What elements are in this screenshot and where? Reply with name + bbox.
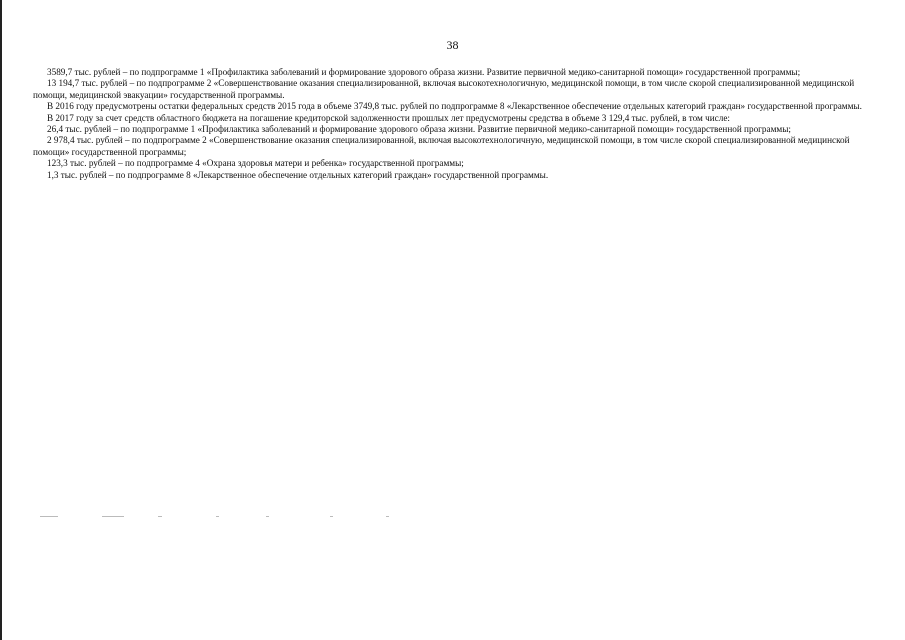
scan-speck — [216, 516, 219, 517]
paragraph-2017-subprogram-1: 26,4 тыс. рублей – по подпрограмме 1 «Профилактика заболеваний и формирование здорового образа жизни. Развитие первичной медико-санитарной помощи» государственной программы; — [47, 124, 791, 135]
scan-artifact-specks — [40, 516, 400, 518]
paragraph-subprogram-2-amount: 13 194,7 тыс. рублей – по подпрограмме 2 «Совершенствование оказания специализированной, включая высокотехнологичную, медицинской помощи, в том числе скорой специализированной медицинской помощи, медицинской эвакуации» государственной программы. — [33, 78, 855, 100]
paragraph-2016-federal-remainder: В 2016 году предусмотрены остатки федеральных средств 2015 года в объеме 3749,8 тыс. рублей по подпрограмме 8 «Лекарственное обеспечение отдельных категорий граждан» государственной программы. — [47, 101, 862, 112]
paragraph-2017-subprogram-4: 123,3 тыс. рублей – по подпрограмме 4 «Охрана здоровья матери и ребенка» государственной программы; — [47, 158, 464, 169]
scan-speck — [266, 516, 269, 517]
scan-speck — [330, 516, 333, 517]
page-number: 38 — [446, 38, 459, 52]
scan-speck — [102, 516, 124, 517]
paragraph-subprogram-1-amount: 3589,7 тыс. рублей – по подпрограмме 1 «Профилактика заболеваний и формирование здорового образа жизни. Развитие первичной медико-санитарной помощи» государственной программы; — [47, 67, 801, 77]
document-body — [33, 67, 873, 181]
scan-speck — [386, 516, 389, 517]
paragraph-2017-subprogram-2: 2 978,4 тыс. рублей – по подпрограмме 2 «Совершенствование оказания специализированной, включая высокотехнологичную, медицинской помощи, в том числе скорой специализированной медицинской помощи» государственной программы; — [33, 135, 850, 157]
paragraph-2017-creditor-debt: В 2017 году за счет средств областного бюджета на погашение кредиторской задолженности прошлых лет предусмотрены средства в объеме 3 129,4 тыс. рублей, в том числе: — [47, 112, 730, 123]
scan-speck — [40, 516, 58, 517]
scan-left-edge-line — [0, 0, 2, 640]
paragraph-2017-subprogram-8: 1,3 тыс. рублей – по подпрограмме 8 «Лекарственное обеспечение отдельных категорий граждан» государственной программы. — [47, 169, 549, 180]
scan-speck — [158, 516, 162, 517]
